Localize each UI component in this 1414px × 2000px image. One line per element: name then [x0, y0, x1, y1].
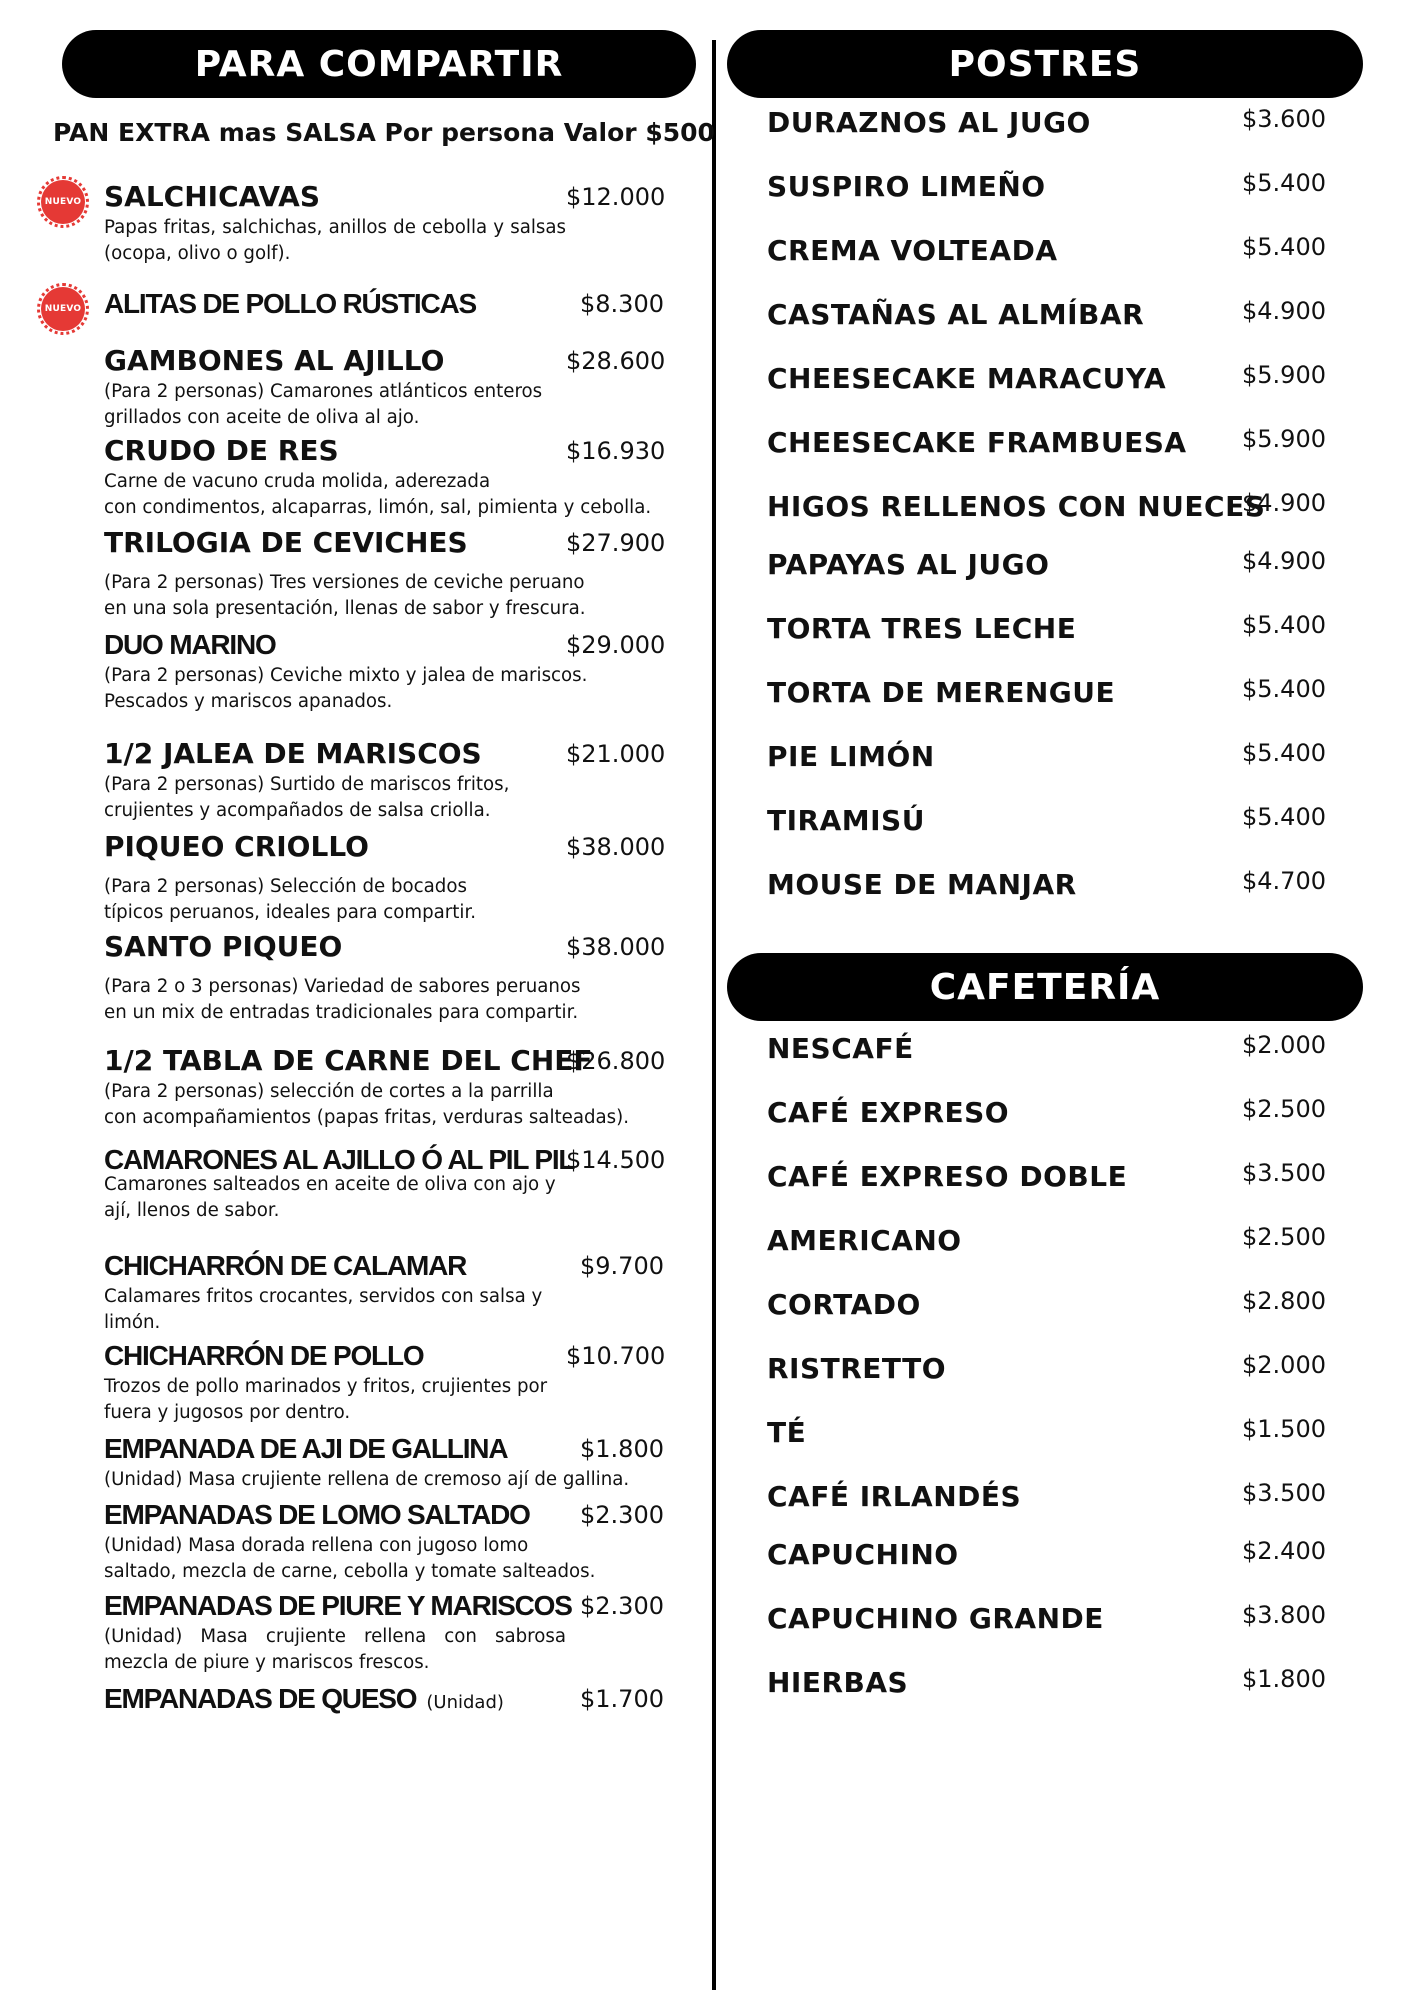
- item-name: CHEESECAKE MARACUYA: [767, 362, 1167, 395]
- item-name: CHEESECAKE FRAMBUESA: [767, 426, 1187, 459]
- menu-item: [104, 526, 664, 622]
- item-name: DUO MARINO: [104, 629, 276, 660]
- menu-item: [104, 434, 664, 521]
- item-price: $1.800: [1242, 1665, 1326, 1693]
- postres-item: [767, 231, 1327, 271]
- item-price: $5.900: [1242, 425, 1326, 453]
- menu-item: [104, 1044, 664, 1131]
- item-name: TRILOGIA DE CEVICHES: [104, 526, 468, 559]
- cafeteria-item: [767, 1477, 1327, 1517]
- postres-item: [767, 103, 1327, 143]
- menu-item: [104, 1498, 664, 1585]
- item-price: $4.900: [1242, 489, 1326, 517]
- item-description: [104, 469, 664, 521]
- item-price: $4.700: [1242, 867, 1326, 895]
- item-price: $2.800: [1242, 1287, 1326, 1315]
- item-price: $14.500: [566, 1146, 666, 1174]
- item-name: SUSPIRO LIMEÑO: [767, 170, 1046, 203]
- item-price: $2.000: [1242, 1351, 1326, 1379]
- item-description-line: (Para 2 personas) Selección de bocados: [104, 876, 467, 897]
- item-description-line: (Unidad) Masa dorada rellena con jugoso lomo: [104, 1535, 529, 1556]
- item-description-line: Calamares fritos crocantes, servidos con salsa y: [104, 1286, 543, 1307]
- menu-item: [104, 1432, 664, 1493]
- item-description-line: en un mix de entradas tradicionales para compartir.: [104, 1002, 579, 1023]
- menu-item: [104, 1339, 664, 1426]
- item-name: CAMARONES AL AJILLO Ó AL PIL PIL: [104, 1144, 575, 1175]
- item-name: CAFÉ IRLANDÉS: [767, 1480, 1022, 1513]
- item-price: $3.800: [1242, 1601, 1326, 1629]
- item-description: [104, 663, 664, 715]
- new-badge: NUEVO: [41, 180, 85, 224]
- item-description-line: Pescados y mariscos apanados.: [104, 691, 393, 712]
- item-price: $38.000: [566, 833, 666, 861]
- item-description-line: grillados con aceite de oliva al ajo.: [104, 407, 420, 428]
- item-description-line: ají, llenos de sabor.: [104, 1200, 280, 1221]
- menu-item: [104, 930, 664, 1026]
- item-name: NESCAFÉ: [767, 1032, 914, 1065]
- item-name: DURAZNOS AL JUGO: [767, 106, 1091, 139]
- item-description: [104, 1467, 664, 1493]
- item-name: GAMBONES AL AJILLO: [104, 344, 445, 377]
- item-name: EMPANADA DE AJI DE GALLINA: [104, 1433, 508, 1464]
- cafeteria-item: [767, 1349, 1327, 1389]
- cafeteria-item: [767, 1663, 1327, 1703]
- item-price: $2.000: [1242, 1031, 1326, 1059]
- item-name: MOUSE DE MANJAR: [767, 868, 1077, 901]
- menu-item: [104, 830, 664, 926]
- item-description-line: (Para 2 personas) selección de cortes a la parrilla: [104, 1081, 554, 1102]
- item-description: [104, 874, 664, 926]
- item-description-line: Carne de vacuno cruda molida, aderezada: [104, 471, 491, 492]
- item-description: (Unidad) Masa crujiente rellena con sabrosa mezcla de piure y mariscos frescos.: [104, 1626, 566, 1673]
- item-price: $2.300: [580, 1592, 664, 1620]
- item-name: SALCHICAVAS: [104, 180, 321, 213]
- item-name: CREMA VOLTEADA: [767, 234, 1058, 267]
- item-price: $5.400: [1242, 739, 1326, 767]
- item-description: [104, 1533, 664, 1585]
- item-name: CHICHARRÓN DE CALAMAR: [104, 1250, 467, 1281]
- bread-extra-note: PAN EXTRA mas SALSA Por persona Valor $500: [53, 118, 715, 147]
- item-name: CAFÉ EXPRESO DOBLE: [767, 1160, 1128, 1193]
- postres-item: [767, 737, 1327, 777]
- item-price: $4.900: [1242, 547, 1326, 575]
- item-price: $1.500: [1242, 1415, 1326, 1443]
- item-price: $38.000: [566, 933, 666, 961]
- item-price: $5.400: [1242, 169, 1326, 197]
- item-name: 1/2 TABLA DE CARNE DEL CHEF: [104, 1044, 593, 1077]
- item-name: AMERICANO: [767, 1224, 962, 1257]
- postres-item: [767, 673, 1327, 713]
- item-description: [104, 772, 664, 824]
- item-description-line: crujientes y acompañados de salsa criolla.: [104, 800, 491, 821]
- item-price: $5.400: [1242, 233, 1326, 261]
- item-price: $16.930: [566, 437, 666, 465]
- item-price: $1.700: [580, 1685, 664, 1713]
- item-name: CORTADO: [767, 1288, 921, 1321]
- item-price: $3.600: [1242, 105, 1326, 133]
- item-name: ALITAS DE POLLO RÚSTICAS: [104, 288, 477, 319]
- section-header-para-compartir: PARA COMPARTIR: [62, 30, 696, 98]
- item-unit-note: (Unidad): [426, 1692, 504, 1713]
- item-description: [104, 974, 664, 1026]
- item-name: EMPANADAS DE LOMO SALTADO: [104, 1499, 530, 1530]
- item-price: $21.000: [566, 740, 666, 768]
- cafeteria-item: [767, 1221, 1327, 1261]
- item-name: TORTA TRES LECHE: [767, 612, 1077, 645]
- section-header-cafeteria: CAFETERÍA: [727, 953, 1363, 1021]
- item-description-line: con condimentos, alcaparras, limón, sal, pimienta y cebolla.: [104, 497, 652, 518]
- item-price: $28.600: [566, 347, 666, 375]
- item-price: $2.300: [580, 1501, 664, 1529]
- item-price: $5.900: [1242, 361, 1326, 389]
- item-description-line: (Para 2 personas) Camarones atlánticos enteros: [104, 381, 543, 402]
- postres-item: [767, 609, 1327, 649]
- item-description: Papas fritas, salchichas, anillos de cebolla y salsas (ocopa, olivo o golf).: [104, 217, 566, 264]
- item-price: $8.300: [580, 290, 664, 318]
- menu-item: [104, 737, 664, 824]
- item-name: CRUDO DE RES: [104, 434, 339, 467]
- item-name: EMPANADAS DE PIURE Y MARISCOS: [104, 1590, 572, 1621]
- item-name: PIE LIMÓN: [767, 740, 935, 773]
- item-price: $26.800: [566, 1047, 666, 1075]
- menu-item: [104, 1249, 664, 1336]
- postres-item: [767, 487, 1327, 527]
- item-price: $9.700: [580, 1252, 664, 1280]
- item-price: $3.500: [1242, 1479, 1326, 1507]
- menu-item: [104, 287, 664, 321]
- postres-item: [767, 423, 1327, 463]
- menu-item: [104, 1682, 664, 1720]
- item-price: $27.900: [566, 529, 666, 557]
- item-name: RISTRETTO: [767, 1352, 947, 1385]
- item-description: [104, 1079, 664, 1131]
- item-price: $2.500: [1242, 1095, 1326, 1123]
- postres-item: [767, 167, 1327, 207]
- item-name: CHICHARRÓN DE POLLO: [104, 1340, 424, 1371]
- item-description-line: limón.: [104, 1312, 161, 1333]
- postres-item: [767, 545, 1327, 585]
- item-description-line: (Para 2 o 3 personas) Variedad de sabores peruanos: [104, 976, 581, 997]
- column-divider: [712, 40, 716, 1990]
- item-name: CAPUCHINO: [767, 1538, 959, 1571]
- item-description-line: típicos peruanos, ideales para compartir.: [104, 902, 477, 923]
- item-name: TIRAMISÚ: [767, 804, 925, 837]
- menu-item: [104, 344, 664, 431]
- item-description-line: Trozos de pollo marinados y fritos, crujientes por: [104, 1376, 548, 1397]
- item-price: $2.500: [1242, 1223, 1326, 1251]
- cafeteria-item: [767, 1157, 1327, 1197]
- cafeteria-item: [767, 1413, 1327, 1453]
- item-description-line: Camarones salteados en aceite de oliva con ajo y: [104, 1174, 556, 1195]
- cafeteria-item: [767, 1093, 1327, 1133]
- menu-item: [104, 628, 664, 715]
- item-name: SANTO PIQUEO: [104, 930, 343, 963]
- menu-item: [104, 180, 664, 267]
- item-description-line: (Para 2 personas) Tres versiones de ceviche peruano: [104, 572, 585, 593]
- item-description: [104, 1284, 664, 1336]
- menu-item: [104, 1589, 664, 1676]
- item-description-line: en una sola presentación, llenas de sabor y frescura.: [104, 598, 586, 619]
- item-description-line: (Unidad) Masa crujiente rellena de cremoso ají de gallina.: [104, 1469, 630, 1490]
- cafeteria-item: [767, 1285, 1327, 1325]
- postres-item: [767, 865, 1327, 905]
- item-price: $1.800: [580, 1435, 664, 1463]
- item-description: [104, 379, 664, 431]
- section-header-postres: POSTRES: [727, 30, 1363, 98]
- item-name: PAPAYAS AL JUGO: [767, 548, 1050, 581]
- item-price: $5.400: [1242, 675, 1326, 703]
- cafeteria-item: [767, 1535, 1327, 1575]
- item-description: [104, 1374, 664, 1426]
- item-description-line: (Para 2 personas) Surtido de mariscos fritos,: [104, 774, 510, 795]
- item-price: $2.400: [1242, 1537, 1326, 1565]
- cafeteria-item: [767, 1029, 1327, 1069]
- item-name: HIERBAS: [767, 1666, 909, 1699]
- item-description-line: fuera y jugosos por dentro.: [104, 1402, 351, 1423]
- item-price: $12.000: [566, 183, 666, 211]
- postres-item: [767, 359, 1327, 399]
- item-description-line: (Para 2 personas) Ceviche mixto y jalea de mariscos.: [104, 665, 588, 686]
- item-name: TÉ: [767, 1416, 807, 1449]
- item-price: $3.500: [1242, 1159, 1326, 1187]
- item-description: [104, 570, 664, 622]
- item-description-line: saltado, mezcla de carne, cebolla y tomate salteados.: [104, 1561, 596, 1582]
- item-name: CAPUCHINO GRANDE: [767, 1602, 1104, 1635]
- item-name: CAFÉ EXPRESO: [767, 1096, 1010, 1129]
- item-name: TORTA DE MERENGUE: [767, 676, 1116, 709]
- postres-item: [767, 801, 1327, 841]
- item-price: $29.000: [566, 631, 666, 659]
- item-name: PIQUEO CRIOLLO: [104, 830, 369, 863]
- cafeteria-item: [767, 1599, 1327, 1639]
- item-price: $10.700: [566, 1342, 666, 1370]
- postres-item: [767, 295, 1327, 335]
- new-badge: NUEVO: [41, 287, 85, 331]
- item-price: $5.400: [1242, 803, 1326, 831]
- item-name: CASTAÑAS AL ALMÍBAR: [767, 298, 1145, 331]
- item-name: 1/2 JALEA DE MARISCOS: [104, 737, 482, 770]
- item-description: [104, 1172, 664, 1224]
- item-name: HIGOS RELLENOS CON NUECES: [767, 490, 1266, 523]
- item-description-line: con acompañamientos (papas fritas, verduras salteadas).: [104, 1107, 630, 1128]
- item-name: EMPANADAS DE QUESO (Unidad): [104, 1683, 504, 1714]
- menu-item: [104, 1143, 664, 1224]
- item-price: $5.400: [1242, 611, 1326, 639]
- item-price: $4.900: [1242, 297, 1326, 325]
